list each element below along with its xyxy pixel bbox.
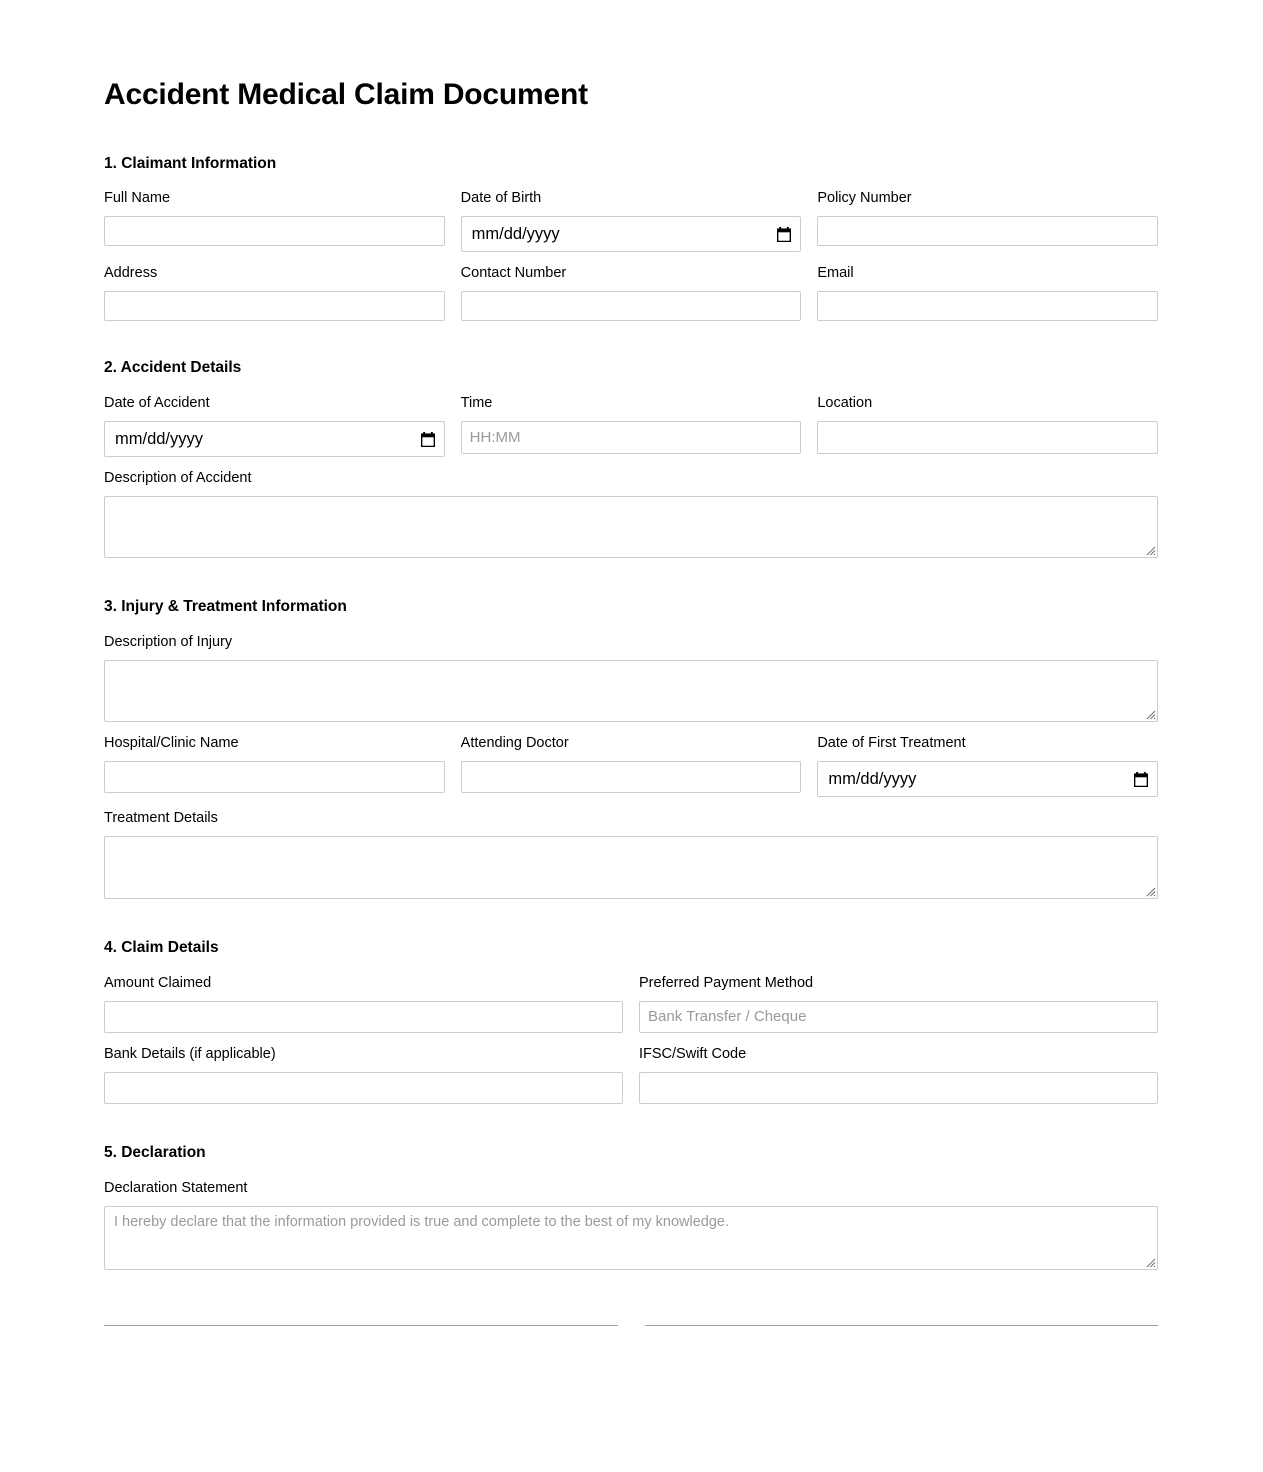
field-treatment-details xyxy=(104,809,1158,899)
time-input[interactable] xyxy=(461,421,802,454)
label-address: Address xyxy=(104,265,158,282)
policy-number-input[interactable] xyxy=(817,216,1158,246)
attending-doctor-input[interactable] xyxy=(461,761,802,793)
date-of-birth-input[interactable] xyxy=(461,216,802,252)
declaration-fields xyxy=(104,1179,1158,1270)
date-of-accident-input[interactable] xyxy=(104,421,445,457)
preferred-payment-method-input[interactable] xyxy=(639,1001,1158,1033)
label-preferred-payment-method: Preferred Payment Method xyxy=(639,974,814,991)
calendar-icon xyxy=(1134,772,1148,787)
claim-fields-grid xyxy=(104,974,1158,1116)
ifsc-swift-code-input[interactable] xyxy=(639,1072,1158,1104)
date-of-birth-placeholder-text: mm/dd/yyyy xyxy=(471,224,560,243)
label-attending-doctor: Attending Doctor xyxy=(460,734,569,751)
section-injury-treatment-information xyxy=(104,598,1158,911)
field-ifsc-swift-code xyxy=(639,1045,1158,1104)
declaration-statement-wrap xyxy=(104,1206,1158,1270)
contact-number-input[interactable] xyxy=(461,291,802,321)
description-of-accident-wrap xyxy=(104,496,1158,558)
label-policy-number: Policy Number xyxy=(817,190,912,207)
field-policy-number xyxy=(817,189,1158,252)
section-heading-injury: 3. Injury & Treatment Information xyxy=(104,598,347,616)
label-location: Location xyxy=(817,394,873,411)
field-full-name xyxy=(104,189,445,252)
section-heading-claim: 4. Claim Details xyxy=(104,939,219,957)
label-amount-claimed: Amount Claimed xyxy=(104,974,212,991)
section-claim-details xyxy=(104,939,1158,1116)
label-full-name: Full Name xyxy=(104,190,171,207)
label-declaration-statement: Declaration Statement xyxy=(104,1179,248,1196)
field-address xyxy=(104,264,445,321)
bank-details-input[interactable] xyxy=(104,1072,623,1104)
full-name-input[interactable] xyxy=(104,216,445,246)
label-description-of-injury: Description of Injury xyxy=(104,633,233,650)
label-date-of-birth: Date of Birth xyxy=(460,190,542,207)
label-bank-details: Bank Details (if applicable) xyxy=(104,1045,276,1062)
section-heading-claimant: 1. Claimant Information xyxy=(104,154,277,172)
field-date-of-birth xyxy=(461,189,802,252)
label-email: Email xyxy=(817,265,854,282)
field-attending-doctor xyxy=(461,734,802,797)
label-description-of-accident: Description of Accident xyxy=(104,470,252,487)
treatment-details-textarea[interactable] xyxy=(104,836,1158,899)
section-claimant-information xyxy=(104,155,1158,334)
section-accident-details xyxy=(104,359,1158,570)
label-hospital-clinic-name: Hospital/Clinic Name xyxy=(104,734,239,751)
label-date-of-accident: Date of Accident xyxy=(104,394,210,411)
date-of-first-treatment-input[interactable] xyxy=(817,761,1158,797)
section-heading-accident: 2. Accident Details xyxy=(104,359,242,377)
field-amount-claimed xyxy=(104,974,623,1033)
field-preferred-payment-method xyxy=(639,974,1158,1033)
field-description-of-accident xyxy=(104,469,1158,558)
label-treatment-details: Treatment Details xyxy=(104,810,218,827)
email-field[interactable] xyxy=(817,291,1158,321)
label-time: Time xyxy=(460,394,493,411)
injury-fields-grid xyxy=(104,633,1158,911)
description-of-injury-wrap xyxy=(104,660,1158,722)
page-title: Accident Medical Claim Document xyxy=(104,78,588,111)
field-declaration-statement xyxy=(104,1179,1158,1270)
field-time xyxy=(461,394,802,457)
signature-line-right xyxy=(645,1325,1158,1326)
section-heading-declaration: 5. Declaration xyxy=(104,1144,206,1161)
amount-claimed-input[interactable] xyxy=(104,1001,623,1033)
field-contact-number xyxy=(461,264,802,321)
claimant-fields-grid xyxy=(104,189,1158,333)
address-input[interactable] xyxy=(104,291,445,321)
section-declaration xyxy=(104,1144,1158,1270)
date-of-accident-placeholder-text: mm/dd/yyyy xyxy=(115,429,204,448)
accident-fields-grid xyxy=(104,394,1158,570)
calendar-icon xyxy=(777,227,791,242)
label-date-of-first-treatment: Date of First Treatment xyxy=(817,734,966,751)
field-bank-details xyxy=(104,1045,623,1104)
field-email xyxy=(817,264,1158,321)
label-contact-number: Contact Number xyxy=(460,265,567,282)
signature-area xyxy=(104,1325,1158,1326)
field-hospital-clinic-name xyxy=(104,734,445,797)
description-of-injury-textarea[interactable] xyxy=(104,660,1158,722)
calendar-icon xyxy=(421,432,435,447)
field-date-of-accident xyxy=(104,394,445,457)
field-location xyxy=(817,394,1158,457)
description-of-accident-textarea[interactable] xyxy=(104,496,1158,558)
date-of-first-treatment-placeholder-text: mm/dd/yyyy xyxy=(828,769,917,788)
hospital-clinic-name-input[interactable] xyxy=(104,761,445,793)
label-ifsc-swift-code: IFSC/Swift Code xyxy=(639,1045,747,1062)
location-input[interactable] xyxy=(817,421,1158,454)
signature-line-left xyxy=(104,1325,618,1326)
field-description-of-injury xyxy=(104,633,1158,722)
treatment-details-wrap xyxy=(104,836,1158,899)
field-date-of-first-treatment xyxy=(817,734,1158,797)
declaration-statement-textarea[interactable] xyxy=(104,1206,1158,1270)
